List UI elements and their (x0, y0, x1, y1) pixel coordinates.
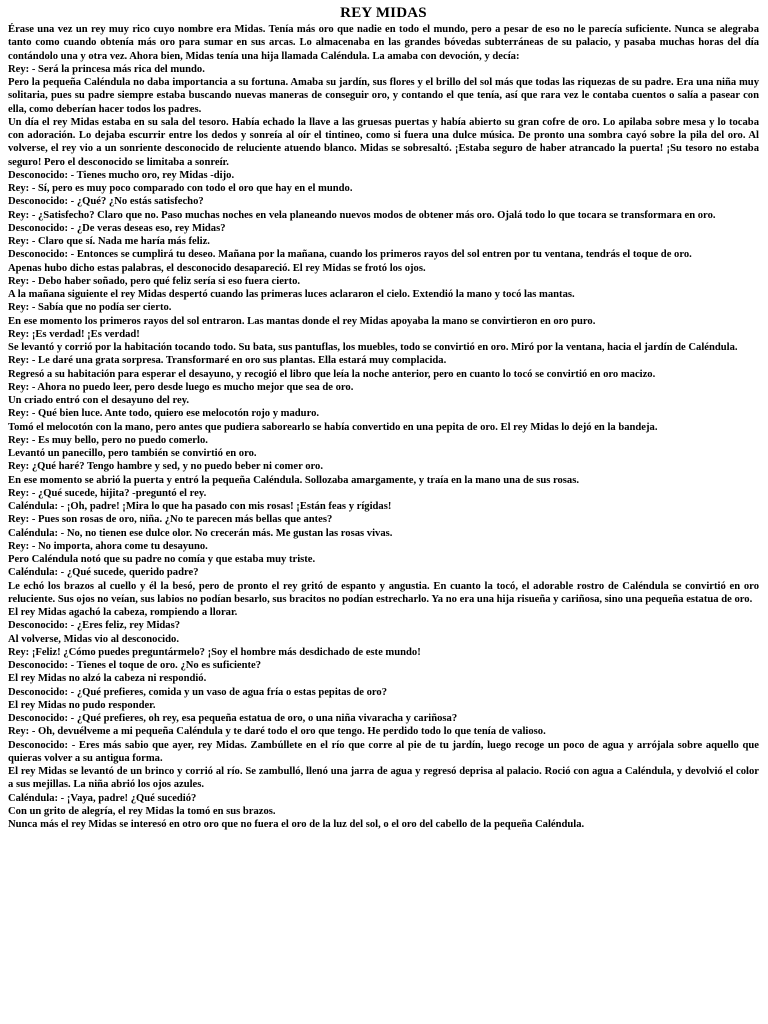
story-paragraph: El rey Midas no pudo responder. (8, 699, 156, 711)
story-paragraph: Rey: ¡Feliz! ¿Cómo puedes preguntármelo? ¡Soy el hombre más desdichado de este mundo! (8, 646, 421, 658)
story-paragraph: Desconocido: - ¿Eres feliz, rey Midas? (8, 620, 181, 632)
story-paragraph: Rey: - ¿Satisfecho? Claro que no. Paso muchas noches en vela planeando nuevos modos de obtener más oro. Ojalá todo lo que tocara se transformara en oro. (8, 209, 716, 221)
story-paragraph: En ese momento los primeros rayos del sol entraron. Las mantas donde el rey Midas apoyaba la mano se convirtieron en oro puro. (8, 315, 596, 327)
story-paragraph: Rey: - No importa, ahora come tu desayuno. (8, 540, 208, 552)
story-paragraph: Desconocido: - ¿Qué prefieres, comida y un vaso de agua fría o estas pepitas de oro? (8, 686, 388, 698)
story-paragraph: Desconocido: - Tienes el toque de oro. ¿No es suficiente? (8, 660, 262, 671)
story-paragraph: Rey: - Claro que sí. Nada me haría más feliz. (8, 236, 210, 247)
story-paragraph: Tomó el melocotón con la mano, pero antes que pudiera saborearlo se había convertido en una pepita de oro. El rey Midas lo dejó en la bandeja. (8, 421, 658, 433)
story-paragraph: En ese momento se abrió la puerta y entró la pequeña Caléndula. Sollozaba amargamente, y traía en la mano una de sus rosas. (8, 474, 579, 486)
story-paragraph: Un criado entró con el desayuno del rey. (8, 395, 190, 406)
story-body (8, 23, 759, 831)
story-paragraph: Regresó a su habitación para esperar el desayuno, y recogió el libro que leía la noche anterior, pero en cuanto lo tocó se convirtió en oro macizo. (8, 368, 656, 380)
story-paragraph: Pero la pequeña Caléndula no daba importancia a su fortuna. Amaba su jardín, sus flores y el brillo del sol más que todas las riquezas de su padre. Era una niña muy solitaria, pues su padre siempre estaba buscando nuevas maneras de conseguir oro, y contando el que tenía, así que rara vez le contaba cuentos o salía a pasear con ella, como deberían hacer todos los padres. (8, 77, 759, 115)
story-paragraph: Rey: - Sabía que no podía ser cierto. (8, 302, 172, 314)
story-paragraph: Desconocido: - ¿De veras deseas eso, rey Midas? (8, 222, 226, 234)
story-paragraph: Desconocido: - Entonces se cumplirá tu deseo. Mañana por la mañana, cuando los primeros rayos del sol entren por tu ventana, tendrás el toque de oro. (8, 249, 692, 261)
story-paragraph: Caléndula: - ¡Oh, padre! ¡Mira lo que ha pasado con mis rosas! ¡Están feas y rígidas! (8, 501, 392, 512)
story-paragraph: Nunca más el rey Midas se interesó en otro oro que no fuera el oro de la luz del sol, o el oro del cabello de la pequeña Caléndula. (8, 819, 585, 830)
story-paragraph: Rey: - Ahora no puedo leer, pero desde luego es mucho mejor que sea de oro. (8, 381, 354, 393)
story-paragraph: Desconocido: - ¿Qué? ¿No estás satisfecho? (8, 196, 204, 208)
story-paragraph: Se levantó y corrió por la habitación tocando todo. Su bata, sus pantuflas, los muebles, todo se convirtió en oro. Miró por la ventana, hacia el jardín de Caléndula. (8, 342, 738, 353)
story-paragraph: Apenas hubo dicho estas palabras, el desconocido desapareció. El rey Midas se frotó los ojos. (8, 262, 426, 274)
story-paragraph: Un día el rey Midas estaba en su sala del tesoro. Había echado la llave a las gruesas puertas y había abierto su gran cofre de oro. Lo apilaba sobre mesa y lo tocaba con adoración. Lo dejaba escurrir entre los dedos y sonreía al oír el tintineo, como si fuera una dulce música. De pronto una sombra cayó sobre la pila del oro. Al volverse, el rey vio a un sonriente desconocido de reluciente atuendo blanco. Midas se sobresaltó. ¡Estaba seguro de haber atrancado la puerta! ¡Su tesoro no estaba seguro! Pero el desconocido se limitaba a sonreír. (8, 116, 759, 168)
story-paragraph: Levantó un panecillo, pero también se convirtió en oro. (8, 448, 257, 459)
story-paragraph: A la mañana siguiente el rey Midas despertó cuando las primeras luces aclararon el cielo. Extendió la mano y tocó las mantas. (8, 289, 575, 300)
story-paragraph: Caléndula: - ¿Qué sucede, querido padre? (8, 567, 199, 579)
story-paragraph: Rey: - ¿Qué sucede, hijita? -preguntó el rey. (8, 487, 207, 499)
story-paragraph: Rey: - Debo haber soñado, pero qué feliz sería si eso fuera cierto. (8, 275, 301, 287)
story-paragraph: Le echó los brazos al cuello y él la besó, pero de pronto el rey gritó de espanto y angustia. En cuanto la tocó, el adorable rostro de Caléndula se convirtió en oro reluciente. Sus ojos no veían, sus labios no podían besarlo, sus bracitos no podían estrecharlo. Ya no era una hija risueña y cariñosa, sino una pequeña estatua de oro. (8, 580, 759, 605)
story-paragraph: Rey: - Sí, pero es muy poco comparado con todo el oro que hay en el mundo. (8, 183, 353, 194)
story-paragraph: El rey Midas agachó la cabeza, rompiendo a llorar. (8, 607, 238, 618)
story-paragraph: Rey: - Pues son rosas de oro, niña. ¿No te parecen más bellas que antes? (8, 514, 333, 526)
story-paragraph: Rey: - Le daré una grata sorpresa. Transformaré en oro sus plantas. Ella estará muy complacida. (8, 355, 447, 367)
story-paragraph: Rey: ¡Es verdad! ¡Es verdad! (8, 328, 140, 340)
story-paragraph: El rey Midas no alzó la cabeza ni respondió. (8, 673, 207, 685)
story-paragraph: Con un grito de alegría, el rey Midas la tomó en sus brazos. (8, 805, 276, 817)
story-paragraph: Rey: - Qué bien luce. Ante todo, quiero ese melocotón rojo y maduro. (8, 408, 320, 420)
story-paragraph: Desconocido: - Tienes mucho oro, rey Midas -dijo. (8, 169, 235, 181)
story-paragraph: Rey: - Es muy bello, pero no puedo comerlo. (8, 434, 208, 446)
story-paragraph: Desconocido: - ¿Qué prefieres, oh rey, esa pequeña estatua de oro, o una niña vivaracha y cariñosa? (8, 713, 458, 724)
story-paragraph: El rey Midas se levantó de un brinco y corrió al río. Se zambulló, llenó una jarra de agua y regresó deprisa al palacio. Roció con agua a Caléndula, y devolvió el color a sus mejillas. La niña abrió los ojos azules. (8, 766, 759, 791)
story-paragraph: Rey: - Será la princesa más rica del mundo. (8, 63, 205, 75)
story-paragraph: Rey: ¿Qué haré? Tengo hambre y sed, y no puedo beber ni comer oro. (8, 461, 323, 473)
document-title: REY MIDAS (340, 5, 427, 21)
story-paragraph: Caléndula: - ¡Vaya, padre! ¿Qué sucedió? (8, 792, 197, 804)
story-paragraph: Érase una vez un rey muy rico cuyo nombre era Midas. Tenía más oro que nadie en todo el mundo, pero a pesar de eso no le parecía suficiente. Nunca se alegraba tanto como cuando obtenía más oro para sumar en sus arcas. Lo almacenaba en las grandes bóvedas subterráneas de su palacio, y pasaba muchas horas del día contándolo una y otra vez. Ahora bien, Midas tenía una hija llamada Caléndula. La amaba con devoción, y decía: (8, 24, 759, 62)
story-paragraph: Caléndula: - No, no tienen ese dulce olor. No crecerán más. Me gustan las rosas vivas. (8, 527, 393, 539)
story-paragraph: Desconocido: - Eres más sabio que ayer, rey Midas. Zambúllete en el río que corre al pie de tu jardín, luego recoge un poco de agua y arrójala sobre aquello que quieras volver a su antigua forma. (8, 739, 759, 764)
story-paragraph: Rey: - Oh, devuélveme a mi pequeña Caléndula y te daré todo el oro que tengo. He perdido todo lo que tenía de valioso. (8, 726, 546, 738)
story-paragraph: Pero Caléndula notó que su padre no comía y que estaba muy triste. (8, 554, 316, 565)
story-paragraph: Al volverse, Midas vio al desconocido. (8, 633, 179, 645)
